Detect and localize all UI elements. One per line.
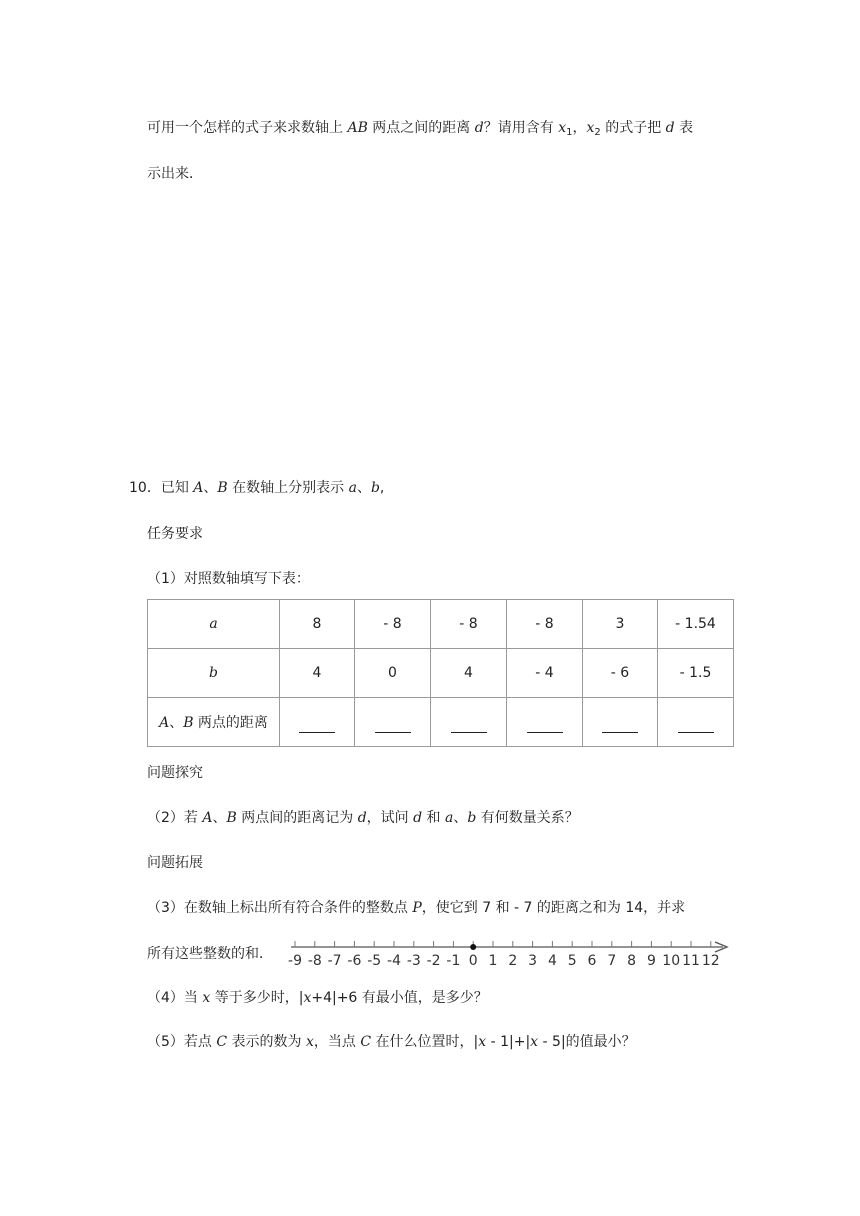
number-line-label: -7 (327, 953, 342, 969)
answer-blank-cell (431, 698, 507, 747)
answer-blank-cell (507, 698, 583, 747)
number-line-label: 7 (607, 953, 617, 969)
number-line-label: -2 (426, 953, 441, 969)
table-cell: - 8 (507, 600, 583, 649)
answer-blank-cell (280, 698, 355, 747)
table-cell: - 6 (583, 649, 658, 698)
number-line-label: 8 (627, 953, 637, 969)
var-x1: x (558, 120, 567, 136)
answer-blank[interactable] (451, 718, 487, 733)
row-label-b: b (148, 649, 280, 698)
table-cell: 8 (280, 600, 355, 649)
number-line-label: 1 (488, 953, 498, 969)
q10-stem: 10．已知 A、B 在数轴上分别表示 a、b, (129, 480, 385, 496)
number-line-label: 12 (701, 953, 720, 969)
number-line-label: 0 (468, 953, 478, 969)
var-x2: x (586, 120, 595, 136)
answer-blank[interactable] (375, 718, 411, 733)
number-line-label: -1 (446, 953, 461, 969)
part-3-prompt: （3）在数轴上标出所有符合条件的整数点 P，使它到 7 和 - 7 的距离之和为 14，并求 (147, 900, 686, 916)
table-cell: 0 (355, 649, 431, 698)
table-cell: - 4 (507, 649, 583, 698)
number-line-label: 6 (587, 953, 597, 969)
number-line-label: -3 (406, 953, 421, 969)
var-d: d (474, 120, 484, 136)
answer-blank[interactable] (527, 718, 563, 733)
var-ab: AB (347, 120, 368, 136)
part-2-prompt: （2）若 A、B 两点间的距离记为 d，试问 d 和 a、b 有何数量关系？ (147, 810, 579, 826)
number-line-label: 3 (528, 953, 538, 969)
number-line-label: -6 (347, 953, 362, 969)
number-line-label: 5 (567, 953, 577, 969)
section-heading-task: 任务要求 (147, 526, 203, 542)
part-4-prompt: （4）当 x 等于多少时，|x+4|+6 有最小值，是多少？ (147, 990, 488, 1006)
number-line-label: 9 (646, 953, 656, 969)
number-line-label: -5 (367, 953, 382, 969)
table-cell: 4 (280, 649, 355, 698)
origin-dot (470, 944, 476, 950)
number-line (285, 930, 735, 970)
section-heading-explore: 问题探究 (147, 765, 203, 781)
number-line-label: 2 (508, 953, 518, 969)
answer-blank-cell (658, 698, 734, 747)
table-row-distance (148, 698, 734, 747)
number-line-label: 4 (547, 953, 557, 969)
number-line-label: -9 (288, 953, 302, 969)
number-line-label: 11 (682, 953, 700, 969)
part-1-prompt: （1）对照数轴填写下表： (147, 571, 310, 587)
section-heading-extend: 问题拓展 (147, 855, 203, 871)
answer-blank[interactable] (602, 718, 638, 733)
answer-blank-cell (583, 698, 658, 747)
number-line-label: -8 (307, 953, 322, 969)
table-row-b (148, 649, 734, 698)
table-cell: - 8 (431, 600, 507, 649)
table-cell: - 8 (355, 600, 431, 649)
part-5-prompt: （5）若点 C 表示的数为 x，当点 C 在什么位置时，|x - 1|+|x - 5|的值最小？ (147, 1034, 636, 1050)
table-cell: - 1.54 (658, 600, 734, 649)
q9-line-1: 可用一个怎样的式子来求数轴上 AB 两点之间的距离 d？请用含有 $x_1$，$x_2$ 的式子把 d 表 (147, 120, 694, 138)
answer-blank[interactable] (678, 718, 714, 733)
distance-table (147, 599, 734, 747)
part-3-prompt-line-2: 所有这些整数的和． (147, 946, 273, 962)
row-label-distance: A、B 两点的距离 (148, 698, 280, 747)
table-cell: 4 (431, 649, 507, 698)
answer-blank[interactable] (299, 718, 335, 733)
table-cell: - 1.5 (658, 649, 734, 698)
number-line-label: 10 (662, 953, 681, 969)
table-cell: 3 (583, 600, 658, 649)
q9-line-2: 示出来． (147, 166, 203, 182)
var-d: d (665, 120, 675, 136)
row-label-a: a (148, 600, 280, 649)
number-line-label: -4 (387, 953, 401, 969)
answer-blank-cell (355, 698, 431, 747)
table-row-a (148, 600, 734, 649)
